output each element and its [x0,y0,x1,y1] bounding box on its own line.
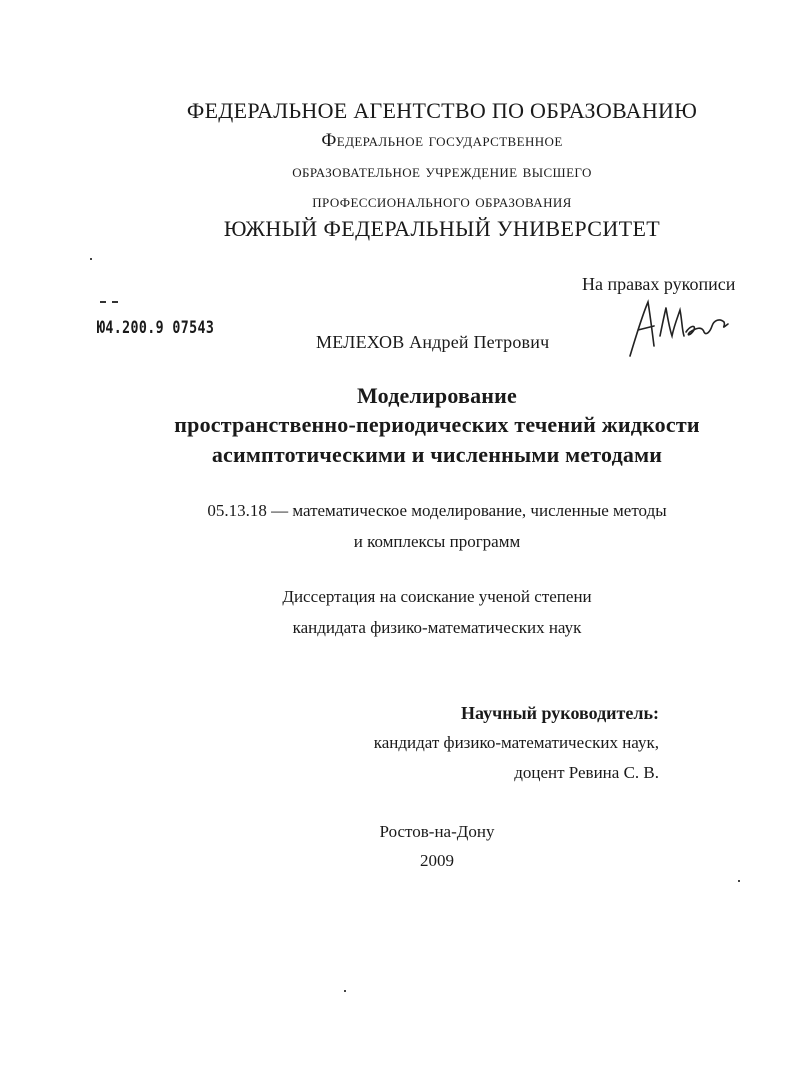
scan-speck [738,880,740,882]
rights-note: На правах рукописи [582,274,736,294]
university-name: ЮЖНЫЙ ФЕДЕРАЛЬНЫЙ УНИВЕРСИТЕТ [223,216,661,241]
stamp-number: Ю4.200.9 07543 [97,318,215,338]
scan-speck [344,990,346,992]
author-name: МЕЛЕХОВ Андрей Петрович [316,332,550,352]
institution-line-1: Федеральное государственное [321,130,563,151]
stamp-mark [100,301,118,309]
scan-speck [90,258,92,260]
dissertation-line-1: Диссертация на соискание ученой степени [282,587,592,606]
title-line-2: пространственно-периодических течений жидкости [174,412,700,437]
title-line-3: асимптотическими и численными методами [211,442,663,467]
institution-line-2: образовательное учреждение высшего [292,161,592,182]
city: Ростов-на-Дону [379,822,495,841]
specialty-line-1: 05.13.18 — математическое моделирование, численные методы [207,501,667,520]
dissertation-line-2: кандидата физико-математических наук [292,618,582,637]
specialty-line-2: и комплексы программ [353,532,521,551]
title-line-1: Моделирование [356,383,518,408]
supervisor-heading: Научный руководитель: [461,703,659,723]
supervisor-degree: кандидат физико-математических наук, [373,733,659,752]
signature-image [624,296,734,358]
agency-name: ФЕДЕРАЛЬНОЕ АГЕНТСТВО ПО ОБРАЗОВАНИЮ [186,98,698,123]
year: 2009 [420,851,454,870]
institution-line-3: профессионального образования [312,191,572,212]
supervisor-name: доцент Ревина С. В. [514,763,659,782]
